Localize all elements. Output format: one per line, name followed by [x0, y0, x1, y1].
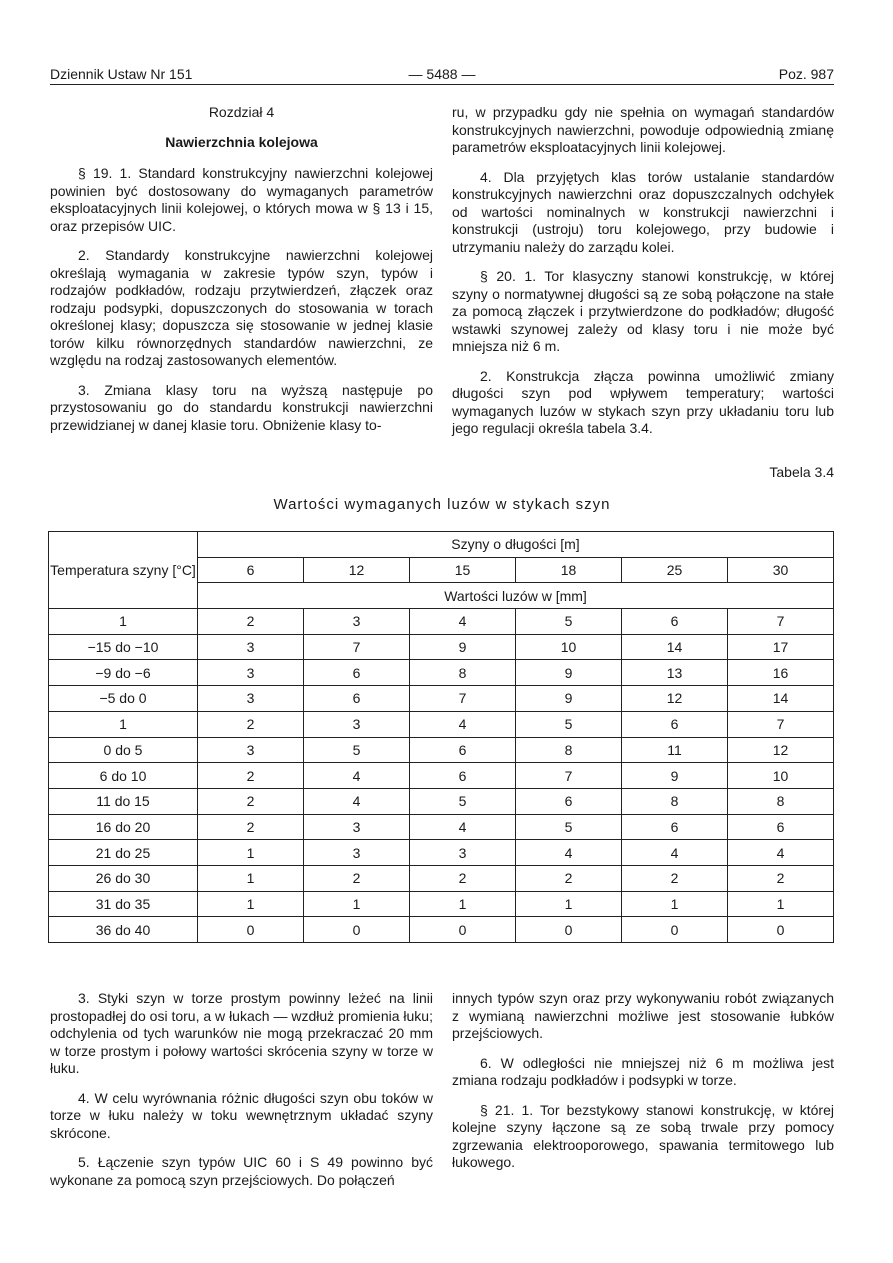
gap-value-cell: 6: [516, 788, 622, 814]
gap-value-cell: 3: [304, 840, 410, 866]
gap-value-cell: 4: [410, 814, 516, 840]
gap-value-cell: 5: [304, 737, 410, 763]
journal-title: Dziennik Ustaw Nr 151: [50, 66, 193, 82]
gap-value-cell: 0: [410, 917, 516, 943]
gap-value-cell: 3: [410, 840, 516, 866]
gap-value-cell: 17: [728, 634, 834, 660]
gap-value-cell: 9: [622, 763, 728, 789]
temperature-cell: 1: [49, 609, 198, 635]
gap-value-cell: 0: [516, 917, 622, 943]
gap-value-cell: 6: [622, 711, 728, 737]
temperature-cell: −5 do 0: [49, 686, 198, 712]
paragraph: § 20. 1. Tor klasyczny stanowi konstrukcję, w której szyny o normatywnej długości są ze sobą połączone na stałe za pomocą złączek i przytwierdzone do podkładów; długość wstawki szynowej zależy od klasy toru i nie może być mniejsza niż 6 m.: [452, 268, 834, 354]
page-number: — 5488 —: [408, 66, 476, 82]
gap-value-cell: 7: [728, 711, 834, 737]
length-cell: 6: [198, 557, 304, 583]
table-row: [49, 763, 834, 789]
gap-value-cell: 8: [622, 788, 728, 814]
table-row: [49, 660, 834, 686]
gap-value-cell: 4: [516, 840, 622, 866]
gap-value-cell: 11: [622, 737, 728, 763]
gap-value-cell: 2: [516, 865, 622, 891]
paragraph: 3. Zmiana klasy toru na wyższą następuje po przystosowaniu go do standardu konstrukcji nawierzchni przewidzianej w danej klasie toru. Obniżenie klasy to-: [50, 381, 433, 433]
table-row: [49, 737, 834, 763]
gap-value-cell: 6: [304, 686, 410, 712]
gap-value-cell: 2: [410, 865, 516, 891]
temperature-cell: 16 do 20: [49, 814, 198, 840]
gap-value-cell: 14: [728, 686, 834, 712]
length-header: Szyny o długości [m]: [198, 532, 834, 558]
right-column-bottom: [452, 990, 834, 1184]
temperature-header: Temperatura szyny [°C]: [49, 532, 198, 609]
gap-value-cell: 5: [516, 609, 622, 635]
gap-value-cell: 1: [304, 891, 410, 917]
gap-value-cell: 16: [728, 660, 834, 686]
gap-value-cell: 6: [622, 814, 728, 840]
gap-value-cell: 7: [304, 634, 410, 660]
temperature-cell: 1: [49, 711, 198, 737]
paragraph: innych typów szyn oraz przy wykonywaniu robót związanych z wymianą nawierzchni możliwe jest stosowanie łubków przejściowych.: [452, 990, 834, 1041]
gap-value-cell: 5: [410, 788, 516, 814]
gap-value-cell: 3: [304, 609, 410, 635]
gap-value-cell: 2: [304, 865, 410, 891]
gap-value-cell: 6: [304, 660, 410, 686]
temperature-cell: −15 do −10: [49, 634, 198, 660]
gap-value-cell: 2: [198, 788, 304, 814]
gap-value-cell: 1: [516, 891, 622, 917]
gap-value-cell: 12: [622, 686, 728, 712]
gap-value-cell: 6: [410, 763, 516, 789]
left-column-top: [50, 104, 433, 446]
table-body: [49, 609, 834, 943]
gap-value-cell: 5: [516, 711, 622, 737]
right-column-top: [452, 104, 834, 450]
gap-value-cell: 10: [516, 634, 622, 660]
table-row: [49, 917, 834, 943]
gap-value-cell: 2: [622, 865, 728, 891]
gap-value-cell: 0: [198, 917, 304, 943]
table-row: [49, 711, 834, 737]
rail-gap-table: [48, 531, 834, 943]
temperature-cell: 21 do 25: [49, 840, 198, 866]
paragraph: 6. W odległości nie mniejszej niż 6 m możliwa jest zmiana rodzaju podkładów i podsypki w torze.: [452, 1054, 834, 1088]
gap-value-cell: 8: [516, 737, 622, 763]
table-row: [49, 840, 834, 866]
gap-value-cell: 3: [198, 634, 304, 660]
paragraph: § 21. 1. Tor bezstykowy stanowi konstrukcję, w której kolejne szyny łączone są ze sobą trwale przy pomocy zgrzewania elektrooporowego, spawania termitowego lub łukowego.: [452, 1101, 834, 1170]
table-row: [49, 686, 834, 712]
gap-value-cell: 10: [728, 763, 834, 789]
paragraph: § 19. 1. Standard konstrukcyjny nawierzchni kolejowej powinien być dostosowany do wymaganych parametrów eksploatacyjnych linii kolejowej, o których mowa w § 13 i 15, oraz przepisów UIC.: [50, 165, 433, 234]
table-row: [49, 891, 834, 917]
gap-value-cell: 9: [516, 660, 622, 686]
gap-value-cell: 4: [728, 840, 834, 866]
gap-value-cell: 7: [728, 609, 834, 635]
gap-value-cell: 9: [410, 634, 516, 660]
table-row: [49, 788, 834, 814]
table-row: [49, 865, 834, 891]
table-row: [49, 634, 834, 660]
gap-value-cell: 1: [198, 891, 304, 917]
gap-value-cell: 12: [728, 737, 834, 763]
length-cell: 18: [516, 557, 622, 583]
gap-value-cell: 3: [304, 814, 410, 840]
gap-value-cell: 4: [410, 711, 516, 737]
table-title: Wartości wymaganych luzów w stykach szyn: [273, 496, 611, 513]
values-header: Wartości luzów w [mm]: [198, 583, 834, 609]
temperature-cell: 11 do 15: [49, 788, 198, 814]
paragraph: ru, w przypadku gdy nie spełnia on wymagań standardów konstrukcyjnych nawierzchni, powoduje odpowiednią zmianę parametrów eksploatacyjnych linii kolejowej.: [452, 104, 834, 155]
temperature-cell: 31 do 35: [49, 891, 198, 917]
gap-value-cell: 1: [622, 891, 728, 917]
table-row: [49, 814, 834, 840]
table-row: [49, 609, 834, 635]
gap-value-cell: 5: [516, 814, 622, 840]
position-number: Poz. 987: [778, 66, 834, 82]
left-column-bottom: [50, 990, 433, 1201]
gap-value-cell: 7: [410, 686, 516, 712]
length-cell: 15: [410, 557, 516, 583]
gap-value-cell: 4: [304, 763, 410, 789]
temperature-cell: 36 do 40: [49, 917, 198, 943]
gap-value-cell: 3: [198, 660, 304, 686]
paragraph: 5. Łączenie szyn typów UIC 60 i S 49 powinno być wykonane za pomocą szyn przejściowych. Do połączeń: [50, 1154, 433, 1188]
gap-value-cell: 1: [728, 891, 834, 917]
gap-value-cell: 0: [622, 917, 728, 943]
paragraph: 4. Dla przyjętych klas torów ustalanie standardów konstrukcyjnych nawierzchni oraz dopuszczalnych odchyłek od wartości nominalnych w konstrukcji nawierzchni i konstrukcji (ustroju) toru kolejowego, przy budowie i utrzymaniu należy do zarządu kolei.: [452, 168, 834, 255]
gap-value-cell: 3: [198, 686, 304, 712]
table-label: Tabela 3.4: [769, 464, 834, 480]
gap-value-cell: 6: [622, 609, 728, 635]
length-cell: 30: [728, 557, 834, 583]
temperature-cell: 6 do 10: [49, 763, 198, 789]
length-cell: 25: [622, 557, 728, 583]
page-header: [50, 66, 834, 85]
temperature-cell: 0 do 5: [49, 737, 198, 763]
temperature-cell: −9 do −6: [49, 660, 198, 686]
gap-value-cell: 4: [304, 788, 410, 814]
paragraph: 2. Standardy konstrukcyjne nawierzchni kolejowej określają wymagania w zakresie typów szyn, typów i rodzajów podkładów, rodzaju przytwierdzeń, złączek oraz rodzaju podsypki, dopuszczonych do stosowania w torach określonej klasy; dopuszcza się stosowanie w jednej klasie torów kilku równorzędnych standardów nawierzchni, ze względu na rodzaj zastosowanych elementów.: [50, 247, 433, 368]
gap-value-cell: 2: [198, 609, 304, 635]
gap-value-cell: 8: [410, 660, 516, 686]
gap-value-cell: 2: [198, 763, 304, 789]
gap-value-cell: 1: [198, 840, 304, 866]
chapter-title: Nawierzchnia kolejowa: [165, 133, 318, 150]
gap-value-cell: 1: [410, 891, 516, 917]
temperature-cell: 26 do 30: [49, 865, 198, 891]
gap-value-cell: 2: [728, 865, 834, 891]
gap-value-cell: 6: [728, 814, 834, 840]
gap-value-cell: 0: [304, 917, 410, 943]
gap-value-cell: 3: [198, 737, 304, 763]
paragraph: 3. Styki szyn w torze prostym powinny leżeć na linii prostopadłej do osi toru, a w łukach — wzdłuż promienia łuku; odchylenia od tych warunków nie mogą przekraczać 20 mm w torze prostym i połowy wartości skrócenia szyny w torze w łuku.: [50, 990, 433, 1076]
paragraph: 4. W celu wyrównania różnic długości szyn obu toków w torze w łuku należy w toku wewnętrznym układać szyny skrócone.: [50, 1089, 433, 1141]
gap-value-cell: 13: [622, 660, 728, 686]
gap-value-cell: 9: [516, 686, 622, 712]
length-cell: 12: [304, 557, 410, 583]
gap-value-cell: 2: [198, 814, 304, 840]
chapter-label: Rozdział 4: [208, 104, 275, 120]
gap-value-cell: 0: [728, 917, 834, 943]
gap-value-cell: 6: [410, 737, 516, 763]
gap-value-cell: 14: [622, 634, 728, 660]
gap-value-cell: 4: [410, 609, 516, 635]
gap-value-cell: 7: [516, 763, 622, 789]
gap-value-cell: 1: [198, 865, 304, 891]
gap-value-cell: 4: [622, 840, 728, 866]
paragraph: 2. Konstrukcja złącza powinna umożliwić zmiany długości szyn pod wpływem temperatury; wartości wymaganych luzów w stykach szyn przy układaniu toru lub jego regulacji określa tabela 3.4.: [452, 367, 834, 436]
gap-value-cell: 8: [728, 788, 834, 814]
gap-value-cell: 3: [304, 711, 410, 737]
gap-value-cell: 2: [198, 711, 304, 737]
